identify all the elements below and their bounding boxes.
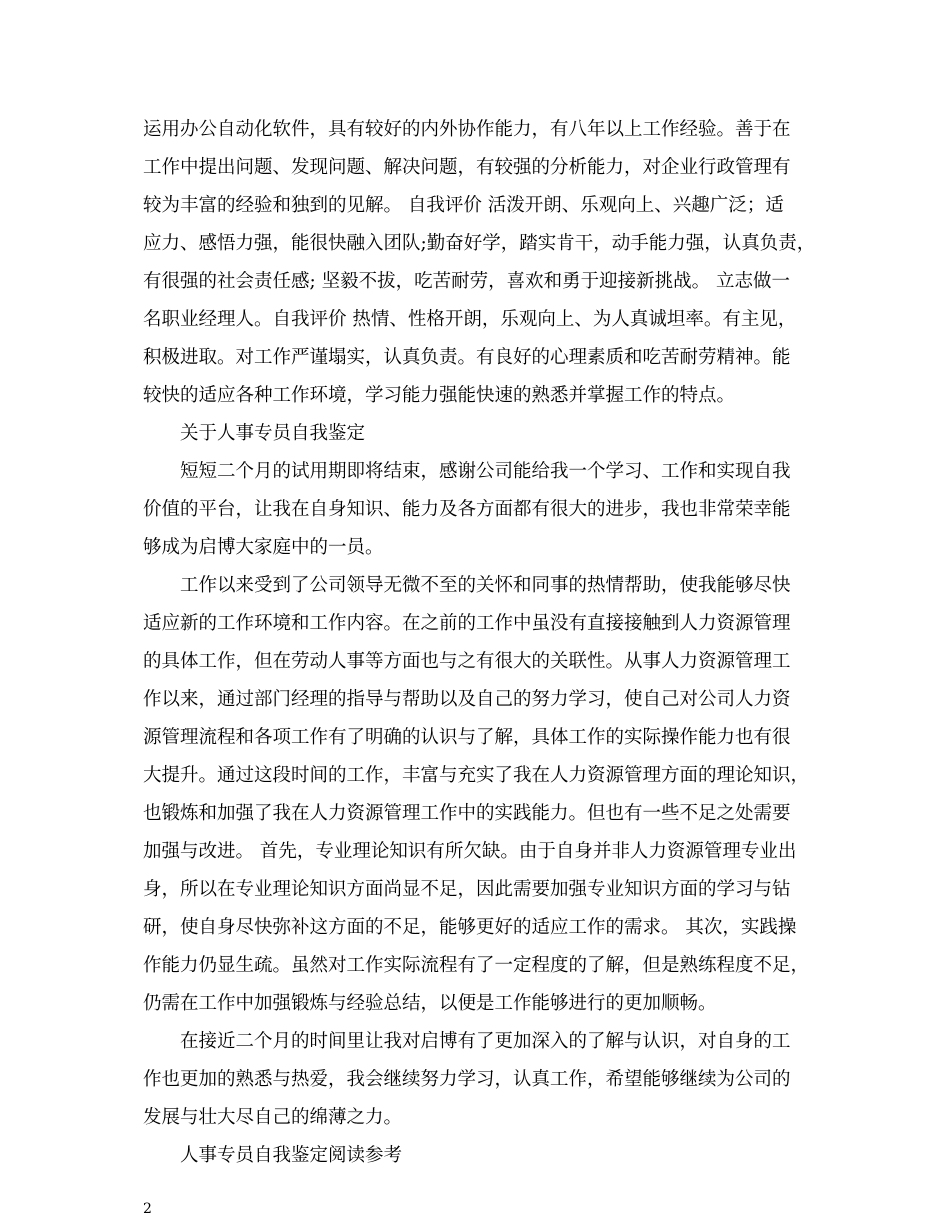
body-text-line: 的具体工作，但在劳动人事等方面也与之有很大的关联性。从事人力资源管理工 (143, 651, 791, 672)
body-text-line: 仍需在工作中加强锻炼与经验总结，以便是工作能够进行的更加顺畅。 (143, 993, 717, 1014)
body-text-line: 源管理流程和各项工作有了明确的认识与了解，具体工作的实际操作能力也有很 (143, 727, 791, 748)
body-text-line: 大提升。通过这段时间的工作，丰富与充实了我在人力资源管理方面的理论知识， (143, 765, 810, 786)
body-text-line: 价值的平台，让我在自身知识、能力及各方面都有很大的进步，我也非常荣幸能 (143, 499, 791, 520)
body-text-line: 够成为启博大家庭中的一员。 (143, 537, 384, 558)
body-text-line: 运用办公自动化软件，具有较好的内外协作能力，有八年以上工作经验。善于在 (143, 119, 791, 140)
body-text-line: 短短二个月的试用期即将结束，感谢公司能给我一个学习、工作和实现自我 (180, 461, 791, 482)
page-number: 2 (143, 1201, 152, 1217)
body-text-line: 研，使自身尽快弥补这方面的不足，能够更好的适应工作的需求。 其次，实践操 (143, 917, 797, 938)
body-text-line: 有很强的社会责任感; 坚毅不拔，吃苦耐劳，喜欢和勇于迎接新挑战。 立志做一 (143, 271, 790, 292)
body-text-line: 适应新的工作环境和工作内容。在之前的工作中虽没有直接接触到人力资源管理 (143, 613, 791, 634)
body-text-line: 积极进取。对工作严谨塌实，认真负责。有良好的心理素质和吃苦耐劳精神。能 (143, 347, 791, 368)
body-text-line: 身，所以在专业理论知识方面尚显不足，因此需要加强专业知识方面的学习与钻 (143, 879, 791, 900)
body-text-line: 发展与壮大尽自己的绵薄之力。 (143, 1107, 403, 1128)
body-text-line: 较为丰富的经验和独到的见解。 自我评价 活泼开朗、乐观向上、兴趣广泛；适 (143, 195, 784, 216)
body-text-line: 也锻炼和加强了我在人力资源管理工作中的实践能力。但也有一些不足之处需要 (143, 803, 791, 824)
section-heading: 关于人事专员自我鉴定 (180, 423, 366, 444)
body-text-line: 作也更加的熟悉与热爱，我会继续努力学习，认真工作，希望能够继续为公司的 (143, 1069, 791, 1090)
body-text-line: 作能力仍显生疏。虽然对工作实际流程有了一定程度的了解，但是熟练程度不足， (143, 955, 810, 976)
body-text-line: 名职业经理人。自我评价 热情、性格开朗，乐观向上、为人真诚坦率。有主见， (143, 309, 797, 330)
body-text-line: 应力、感悟力强，能很快融入团队;勤奋好学，踏实肯干，动手能力强，认真负责， (143, 233, 816, 254)
body-text-line: 工作中提出问题、发现问题、解决问题，有较强的分析能力，对企业行政管理有 (143, 157, 791, 178)
body-text-line: 较快的适应各种工作环境，学习能力强能快速的熟悉并掌握工作的特点。 (143, 385, 736, 406)
body-text-line: 加强与改进。 首先，专业理论知识有所欠缺。由于自身并非人力资源管理专业出 (143, 841, 797, 862)
body-text-line: 作以来，通过部门经理的指导与帮助以及自己的努力学习，使自己对公司人力资 (143, 689, 791, 710)
body-text-line: 工作以来受到了公司领导无微不至的关怀和同事的热情帮助，使我能够尽快 (180, 575, 791, 596)
section-heading: 人事专员自我鉴定阅读参考 (180, 1145, 403, 1166)
body-text-line: 在接近二个月的时间里让我对启博有了更加深入的了解与认识，对自身的工 (180, 1031, 791, 1052)
